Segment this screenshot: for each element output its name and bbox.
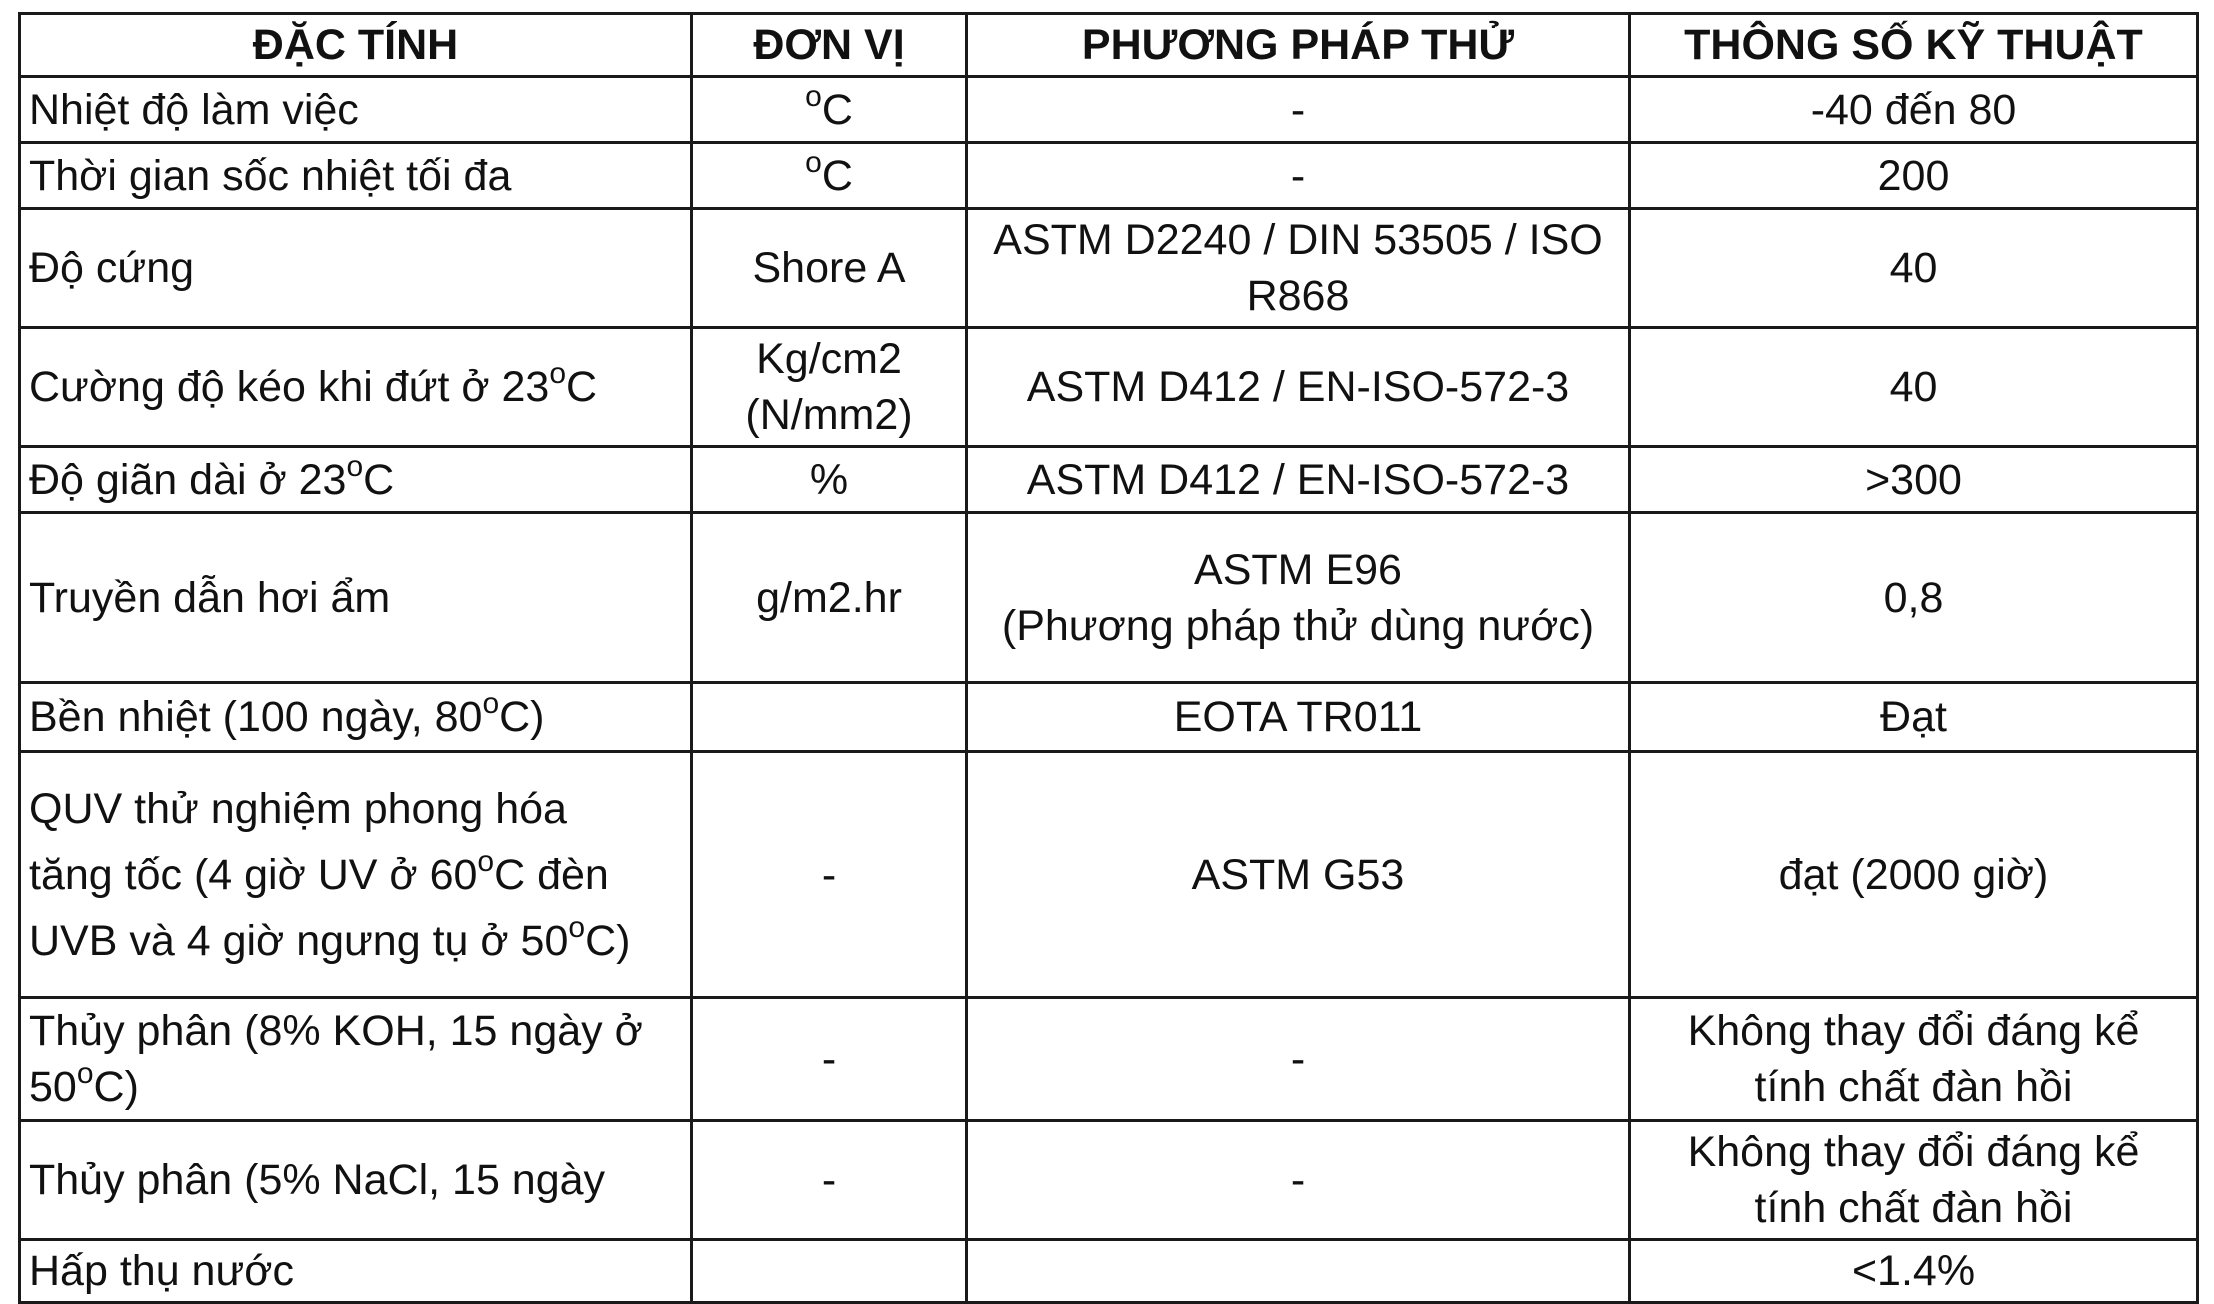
spec-cell: 200 [1630,143,2198,209]
unit-cell [692,683,967,752]
property-cell: Độ giãn dài ở 23$^o$C [20,447,692,513]
unit-cell: g/m2.hr [692,513,967,683]
method-cell: - [967,1121,1630,1240]
spec-cell: Không thay đổi đáng kể tính chất đàn hồi [1630,1121,2198,1240]
method-cell: ASTM D412 / EN-ISO-572-3 [967,328,1630,447]
unit-cell: Kg/cm2 (N/mm2) [692,328,967,447]
header-property: ĐẶC TÍNH [20,14,692,77]
table-row [20,209,2198,328]
table-row [20,77,2198,143]
unit-cell: Shore A [692,209,967,328]
unit-cell: - [692,1121,967,1240]
unit-cell: - [692,998,967,1121]
table-row [20,752,2198,998]
method-cell: EOTA TR011 [967,683,1630,752]
spec-cell: Đạt [1630,683,2198,752]
table-row [20,447,2198,513]
method-cell [967,1240,1630,1303]
spec-cell: đạt (2000 giờ) [1630,752,2198,998]
spec-cell: Không thay đổi đáng kể tính chất đàn hồi [1630,998,2198,1121]
property-cell: Thủy phân (5% NaCl, 15 ngày [20,1121,692,1240]
spec-cell: 0,8 [1630,513,2198,683]
spec-sheet [18,12,2199,1304]
table-row [20,143,2198,209]
unit-cell: % [692,447,967,513]
method-cell: ASTM E96 (Phương pháp thử dùng nước) [967,513,1630,683]
property-cell: Thời gian sốc nhiệt tối đa [20,143,692,209]
unit-cell: $^o$C [692,77,967,143]
table-row [20,1121,2198,1240]
table-row [20,683,2198,752]
unit-cell: $^o$C [692,143,967,209]
table-row [20,998,2198,1121]
property-cell: Truyền dẫn hơi ẩm [20,513,692,683]
spec-cell: 40 [1630,209,2198,328]
table-row [20,1240,2198,1303]
method-cell: ASTM D412 / EN-ISO-572-3 [967,447,1630,513]
spec-cell: >300 [1630,447,2198,513]
header-specification: THÔNG SỐ KỸ THUẬT [1630,14,2198,77]
method-cell: - [967,998,1630,1121]
method-cell: - [967,143,1630,209]
header-row [20,14,2198,77]
header-unit: ĐƠN VỊ [692,14,967,77]
table-row [20,513,2198,683]
method-cell: ASTM D2240 / DIN 53505 / ISO R868 [967,209,1630,328]
property-cell: QUV thử nghiệm phong hóa tăng tốc (4 giờ UV ở 60$^o$C đèn UVB và 4 giờ ngưng tụ ở 50$^o$C) [20,752,692,998]
property-cell: Độ cứng [20,209,692,328]
property-cell: Cường độ kéo khi đứt ở 23$^o$C [20,328,692,447]
property-cell: Bền nhiệt (100 ngày, 80$^o$C) [20,683,692,752]
spec-cell: -40 đến 80 [1630,77,2198,143]
spec-cell: <1.4% [1630,1240,2198,1303]
technical-spec-table [18,12,2199,1304]
method-cell: ASTM G53 [967,752,1630,998]
method-cell: - [967,77,1630,143]
property-cell: Nhiệt độ làm việc [20,77,692,143]
header-test-method: PHƯƠNG PHÁP THỬ [967,14,1630,77]
unit-cell: - [692,752,967,998]
unit-cell [692,1240,967,1303]
spec-cell: 40 [1630,328,2198,447]
table-row [20,328,2198,447]
property-cell: Hấp thụ nước [20,1240,692,1303]
property-cell: Thủy phân (8% KOH, 15 ngày ở 50$^o$C) [20,998,692,1121]
